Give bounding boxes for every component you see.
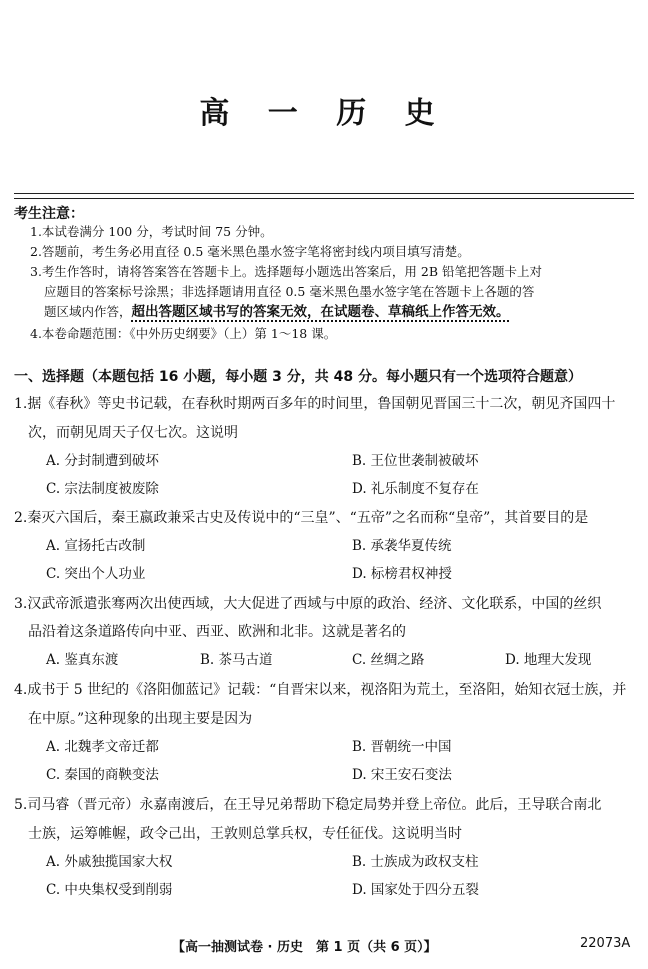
question-4-line-1: 4.成书于 5 世纪的《洛阳伽蓝记》记载：“自晋宋以来，视洛阳为荒土，至洛阳，始知衣冠士族，并 (14, 682, 627, 698)
notice-line-3: 3.考生作答时，请将答案答在答题卡上。选择题每小题选出答案后，用 2B 铅笔把答题卡上对 (30, 264, 543, 279)
notice-emphasis: 超出答题区域书写的答案无效，在试题卷、草稿纸上作答无效。 (131, 304, 510, 320)
notice-line-4: 4.本卷命题范围：《中外历史纲要》（上）第 1～18 课。 (30, 326, 337, 341)
question-5-option-c: C. 中央集权受到削弱 (46, 882, 173, 898)
question-3-option-b: B. 茶马古道 (200, 652, 273, 668)
question-2-option-a: A. 宣扬托古改制 (46, 538, 146, 554)
question-4-option-b: B. 晋朝统一中国 (352, 739, 452, 755)
notice-line-3-tail: 题区域内作答， (44, 304, 132, 319)
question-1-option-c: C. 宗法制度被废除 (46, 481, 159, 497)
question-1-line-1: 1.据《春秋》等史书记载，在春秋时期两百多年的时间里，鲁国朝见晋国三十二次，朝见齐国四十 (14, 396, 616, 412)
question-3-line-1: 3.汉武帝派遣张骞两次出使西域，大大促进了西域与中原的政治、经济、文化联系，中国的丝织 (14, 596, 602, 612)
question-1-option-b: B. 王位世袭制被破坏 (352, 453, 479, 469)
question-3-line-2: 品沿着这条道路传向中亚、西亚、欧洲和北非。这就是著名的 (28, 624, 406, 640)
notice-line-3-cont: 应题目的答案标号涂黑；非选择题请用直径 0.5 毫米黑色墨水签字笔在答题卡上各题的答 (44, 284, 535, 299)
question-1-line-2: 次，而朝见周天子仅七次。这说明 (28, 425, 238, 441)
question-5-option-a: A. 外戚独揽国家大权 (46, 854, 173, 870)
question-2-option-b: B. 承袭华夏传统 (352, 538, 452, 554)
notice-line-1: 1.本试卷满分 100 分，考试时间 75 分钟。 (30, 224, 273, 239)
question-5-line-2: 士族，运筹帷幄，政令己出，王敦则总掌兵权，专任征伐。这说明当时 (28, 826, 462, 842)
notice-heading: 考生注意： (14, 206, 84, 222)
question-2-option-c: C. 突出个人功业 (46, 566, 146, 582)
question-5-option-b: B. 士族成为政权支柱 (352, 854, 479, 870)
question-2-option-d: D. 标榜君权神授 (352, 566, 452, 582)
question-3-option-a: A. 鉴真东渡 (46, 652, 119, 668)
question-4-option-c: C. 秦国的商鞅变法 (46, 767, 159, 783)
question-4-option-d: D. 宋王安石变法 (352, 767, 452, 783)
exam-code: 22073A (580, 936, 631, 951)
notice-line-2: 2.答题前，考生务必用直径 0.5 毫米黑色墨水签字笔将密封线内项目填写清楚。 (30, 244, 470, 259)
page-footer: 【高一抽测试卷 · 历史 第 1 页（共 6 页）】 (172, 940, 437, 955)
question-1-option-a: A. 分封制遭到破坏 (46, 453, 159, 469)
notice-line-3-end (44, 304, 510, 320)
question-3-option-c: C. 丝绸之路 (352, 652, 425, 668)
divider-rule-bottom (14, 198, 634, 199)
question-5-line-1: 5.司马睿（晋元帝）永嘉南渡后，在王导兄弟帮助下稳定局势并登上帝位。此后，王导联合南北 (14, 797, 602, 813)
question-5-option-d: D. 国家处于四分五裂 (352, 882, 479, 898)
section-heading: 一、选择题（本题包括 16 小题，每小题 3 分，共 48 分。每小题只有一个选项符合题意） (14, 369, 582, 385)
question-2-line-1: 2.秦灭六国后，秦王嬴政兼采古史及传说中的“三皇”、“五帝”之名而称“皇帝”，其首要目的是 (14, 510, 589, 526)
question-1-option-d: D. 礼乐制度不复存在 (352, 481, 479, 497)
question-4-line-2: 在中原。”这种现象的出现主要是因为 (28, 711, 253, 727)
page-title: 高 一 历 史 (199, 96, 449, 131)
question-4-option-a: A. 北魏孝文帝迁都 (46, 739, 159, 755)
divider-rule-top (14, 193, 634, 194)
question-3-option-d: D. 地理大发现 (505, 652, 592, 668)
